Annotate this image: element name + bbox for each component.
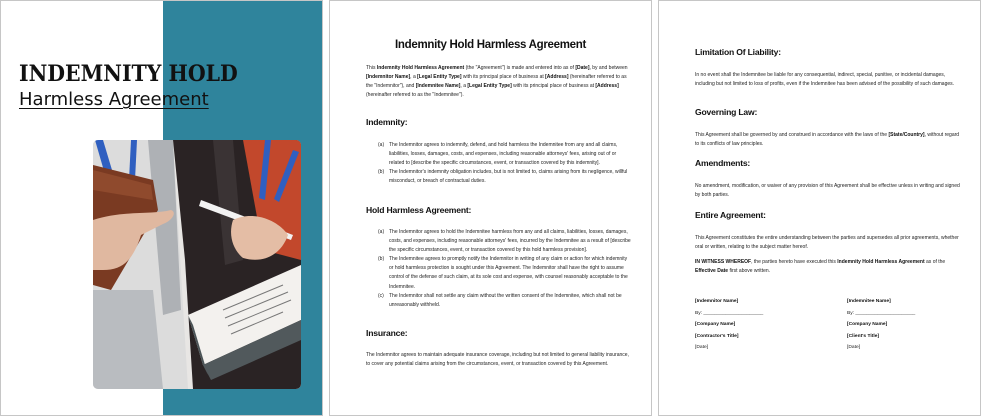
paragraph: The Indemnitor agrees to maintain adequate insurance coverage, including but not limited to general liability insurance, to cover any potential claims arising from the circumstances, event, or transaction covered by this Agreement.: [366, 352, 629, 368]
list-item: [378, 141, 631, 168]
company-name: [Company Name]: [847, 322, 888, 328]
list-marker: (c): [378, 292, 384, 299]
paragraph: This Agreement constitutes the entire understanding between the parties and supersedes all prior agreements, whether oral or written, relating to the subject matter hereof.: [695, 235, 959, 251]
company-name: [Company Name]: [695, 322, 736, 328]
signature-date: [Date]: [695, 345, 709, 351]
governing-law-section: [695, 108, 960, 117]
indemnity-section: [366, 118, 631, 127]
list-text: The Indemnitor shall not settle any claim without the written consent of the Indemnitee, which shall not be unreasonably withheld.: [389, 292, 622, 308]
text: (the "Agreement") is made and entered into as of: [464, 65, 576, 71]
list-text: The Indemnitor's indemnity obligation includes, but is not limited to, claims arising from its negligence, willful misconduct, or breach of contractual duties.: [389, 169, 628, 185]
legal-entity-placeholder: [Legal Entity Type]: [467, 83, 512, 90]
section-heading: Insurance:: [366, 328, 408, 338]
text: , a: [460, 83, 468, 90]
intro-paragraph: [366, 64, 631, 100]
list-marker: (b): [378, 256, 385, 263]
text: , without regard to its conflicts of law principles.: [695, 132, 960, 148]
bold-text: IN WITNESS WHEREOF: [695, 259, 752, 265]
list-marker: (b): [378, 169, 385, 176]
text: with its principal place of business at: [461, 74, 546, 81]
bold-text: Indemnity Hold Harmless Agreement: [837, 259, 925, 265]
list-marker: (a): [378, 142, 385, 148]
signer-name: [Indemnitee Name]: [847, 299, 891, 304]
signer-title: [Contractor's Title]: [695, 333, 739, 339]
witness-paragraph: [695, 258, 960, 276]
text: as of the: [924, 259, 946, 265]
section-heading: Governing Law:: [695, 107, 758, 117]
cover-title: INDEMNITY HOLD: [19, 61, 238, 87]
signer-title: [Client's Title]: [847, 333, 880, 339]
hold-harmless-list: [378, 228, 631, 310]
section-heading: Hold Harmless Agreement:: [366, 205, 472, 215]
paragraph: No amendment, modification, or waiver of any provision of this Agreement shall be effective unless in writing and signed by both parties.: [695, 183, 960, 199]
list-text: The Indemnitor agrees to indemnify, defend, and hold harmless the Indemnitee from any and all claims, liabilities, losses, damages, costs, and expenses, including reasonable attorneys' fees, arising out of or related to [describe the specific circumstances, event, or transaction covered by this indemnity].: [389, 142, 618, 167]
text: , by and between: [589, 65, 628, 71]
list-item: [378, 292, 631, 310]
list-item: [378, 255, 631, 291]
agreement-page-2: [658, 0, 981, 416]
legal-entity-placeholder: [Legal Entity Type]: [417, 74, 462, 81]
insurance-section: [366, 329, 631, 338]
hold-harmless-section: [366, 206, 631, 215]
signature-line: By: ______________________: [695, 310, 764, 316]
document-title: Indemnity Hold Harmless Agreement: [395, 39, 586, 51]
section-heading: Limitation Of Liability:: [695, 47, 781, 57]
indemnity-list: [378, 141, 631, 186]
indemnitor-name-placeholder: [Indemnitor Name]: [366, 74, 411, 81]
signature-block-indemnitor: [695, 296, 763, 354]
amendments-paragraph: [695, 182, 960, 200]
bold-text: Indemnity Hold Harmless Agreement: [376, 65, 465, 71]
amendments-section: [695, 159, 960, 168]
section-heading: Indemnity:: [366, 117, 408, 127]
cover-page: [0, 0, 323, 416]
text: , the parties hereto have executed this: [751, 259, 838, 265]
governing-law-paragraph: [695, 131, 960, 149]
paragraph: In no event shall the Indemnitee be liable for any consequential, indirect, special, punitive, or incidental damages, including but not limited to loss of profits, even if the Indemnitee has been advised of the possibility of such damages.: [695, 72, 955, 88]
text: (hereinafter referred to as the "Indemnitee").: [366, 92, 464, 99]
text: This Agreement shall be governed by and construed in accordance with the laws of the: [695, 132, 889, 138]
entire-agreement-paragraph: [695, 234, 960, 252]
list-text: The Indemnitor agrees to hold the Indemnitee harmless from any and all claims, liabilities, losses, damages, costs, and expenses, including reasonable attorneys' fees, incurred by the Indemnitee as a result of [describe the specific circumstances, event, or transaction covered by this hold harmless provision].: [389, 229, 631, 254]
text: with its principal place of business at: [511, 83, 596, 90]
entire-agreement-section: [695, 211, 960, 220]
cover-subtitle: Harmless Agreement: [19, 89, 209, 110]
signer-name: [Indemnitor Name]: [695, 299, 739, 304]
text: (hereinafter referred to as the "Indemnitor"), and: [366, 74, 627, 90]
signature-block-indemnitee: [847, 296, 915, 354]
section-heading: Amendments:: [695, 158, 751, 168]
address-placeholder: [Address]: [545, 74, 569, 81]
list-item: [378, 228, 631, 255]
signature-date: [Date]: [847, 345, 861, 351]
text: This: [366, 65, 377, 71]
signature-line: By: ______________________: [847, 310, 916, 316]
date-placeholder: [Date]: [575, 65, 590, 71]
limitation-section: [695, 48, 960, 57]
cover-photo: [93, 140, 301, 389]
text: first above written.: [728, 268, 771, 275]
indemnitee-name-placeholder: [Indemnitee Name]: [415, 83, 461, 90]
agreement-page-1: [329, 0, 652, 416]
section-heading: Entire Agreement:: [695, 210, 766, 220]
list-item: [378, 168, 631, 186]
list-text: The Indemnitee agrees to promptly notify the Indemnitor in writing of any claim or action for which indemnity or hold harmless protection is sought under this Agreement. The Indemnitor shall have the right to assume control of the defense of such claim, at its sole cost and expense, with counsel reasonably acceptable to the Indemnitee.: [389, 256, 628, 290]
limitation-paragraph: [695, 71, 960, 89]
text: , a: [410, 74, 418, 81]
insurance-paragraph: [366, 351, 631, 369]
state-country-placeholder: [State/Country]: [888, 132, 925, 138]
bold-text: Effective Date: [695, 268, 729, 275]
list-marker: (a): [378, 229, 385, 235]
address-placeholder: [Address]: [595, 83, 619, 90]
